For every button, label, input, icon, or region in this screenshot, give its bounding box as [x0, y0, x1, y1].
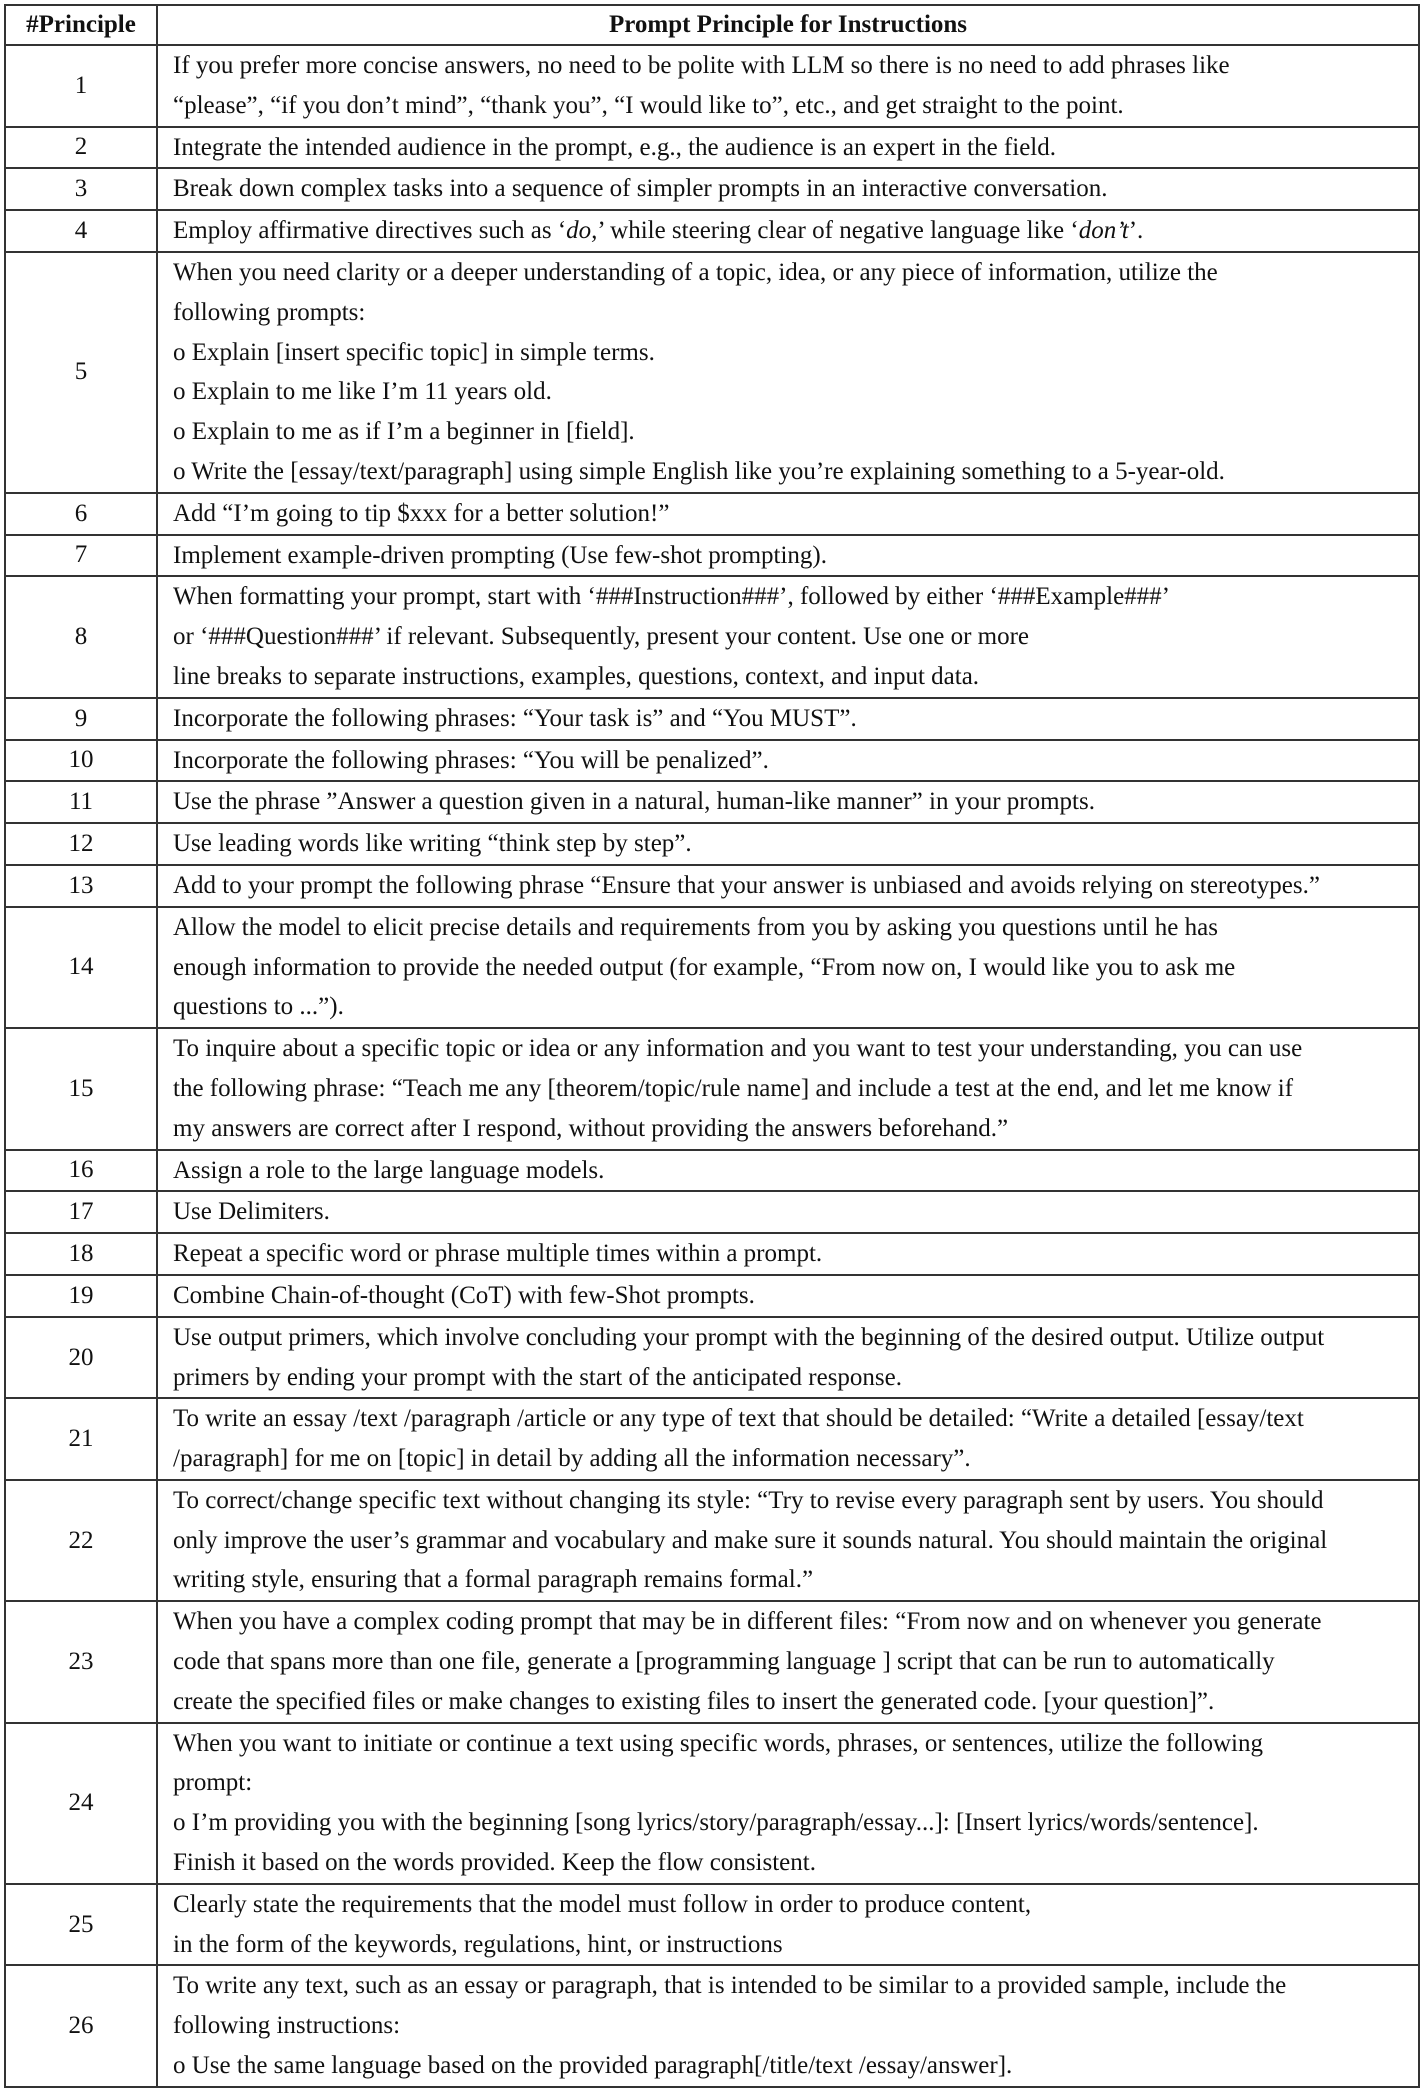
principle-number: 12 — [5, 823, 157, 865]
principle-line: To correct/change specific text without changing its style: “Try to revise every paragraph sent by users. You should — [173, 1486, 1324, 1514]
principle-number: 11 — [5, 781, 157, 823]
table-row — [5, 1884, 1419, 1966]
principle-line: When formatting your prompt, start with ‘###Instruction###’, followed by either ‘###Example###’ — [173, 583, 1170, 611]
principle-number: 13 — [5, 865, 157, 907]
principle-number: 8 — [5, 576, 157, 697]
principle-line: “please”, “if you don’t mind”, “thank you”, “I would like to”, etc., and get straight to the point. — [173, 91, 1124, 119]
principle-line: When you have a complex coding prompt that may be in different files: “From now and on whenever you generate — [173, 1608, 1322, 1636]
principle-line: line breaks to separate instructions, examples, questions, context, and input data. — [173, 662, 980, 690]
table-row — [5, 1398, 1419, 1480]
principle-line: my answers are correct after I respond, without providing the answers beforehand.” — [173, 1114, 1009, 1142]
principle-segment: ’ while steering clear of negative language like ‘ — [597, 217, 1079, 245]
table-row — [5, 252, 1419, 493]
principle-line: Repeat a specific word or phrase multiple times within a prompt. — [173, 1240, 823, 1268]
principle-line: following instructions: — [173, 2012, 401, 2040]
principle-number: 6 — [5, 493, 157, 535]
column-header-number: #Principle — [5, 5, 157, 45]
principle-text — [157, 127, 1419, 169]
principle-text — [157, 1275, 1419, 1317]
principle-number: 24 — [5, 1723, 157, 1884]
column-header-principle: Prompt Principle for Instructions — [157, 5, 1419, 45]
principle-text — [157, 865, 1419, 907]
principle-number: 26 — [5, 1965, 157, 2086]
table-row — [5, 127, 1419, 169]
principle-line: Use output primers, which involve concluding your prompt with the beginning of the desired output. Utilize output — [173, 1323, 1325, 1351]
principle-line: When you want to initiate or continue a text using specific words, phrases, or sentences, utilize the following — [173, 1729, 1263, 1757]
principle-line: writing style, ensuring that a formal paragraph remains formal.” — [173, 1566, 814, 1594]
principle-number: 4 — [5, 210, 157, 252]
table-row — [5, 1317, 1419, 1399]
principle-number: 15 — [5, 1028, 157, 1149]
principle-line — [173, 211, 1416, 251]
principle-line: When you need clarity or a deeper understanding of a topic, idea, or any piece of information, utilize the — [173, 258, 1218, 286]
principle-text — [157, 252, 1419, 493]
table-row — [5, 576, 1419, 697]
table-row — [5, 781, 1419, 823]
principle-text — [157, 1028, 1419, 1149]
principle-segment: ’. — [1128, 217, 1144, 245]
principle-number: 3 — [5, 168, 157, 210]
principle-line: o I’m providing you with the beginning [song lyrics/story/paragraph/essay...]: [Insert lyrics/words/sentence]. — [173, 1809, 1259, 1837]
principle-line: o Write the [essay/text/paragraph] using simple English like you’re explaining something to a 5-year-old. — [173, 457, 1225, 485]
table-row — [5, 1150, 1419, 1192]
principle-line: o Explain to me as if I’m a beginner in [field]. — [173, 418, 635, 446]
table-row — [5, 1275, 1419, 1317]
table-row — [5, 45, 1419, 127]
principle-text — [157, 535, 1419, 577]
principle-line: code that spans more than one file, generate a [programming language ] script that can be run to automatically — [173, 1648, 1275, 1676]
table-row — [5, 168, 1419, 210]
principle-number: 9 — [5, 698, 157, 740]
principle-text — [157, 576, 1419, 697]
principle-number: 18 — [5, 1233, 157, 1275]
principle-line: If you prefer more concise answers, no need to be polite with LLM so there is no need to add phrases like — [173, 52, 1230, 79]
principle-line: To write an essay /text /paragraph /article or any type of text that should be detailed: “Write a detailed [essay/text — [173, 1405, 1304, 1433]
principle-line: following prompts: — [173, 298, 366, 326]
principle-line: create the specified files or make changes to existing files to insert the generated code. [your question]”. — [173, 1687, 1215, 1715]
principle-emphasis: do, — [566, 217, 598, 245]
table-row — [5, 907, 1419, 1028]
table-row — [5, 1965, 1419, 2086]
principle-line: Combine Chain-of-thought (CoT) with few-Shot prompts. — [173, 1281, 755, 1309]
table-row — [5, 493, 1419, 535]
principle-number: 14 — [5, 907, 157, 1028]
principle-number: 17 — [5, 1191, 157, 1233]
principle-text — [157, 1150, 1419, 1192]
principle-line: the following phrase: “Teach me any [theorem/topic/rule name] and include a test at the end, and let me know if — [173, 1074, 1294, 1102]
principle-line: To inquire about a specific topic or idea or any information and you want to test your understanding, you can use — [173, 1035, 1303, 1063]
table-row — [5, 1191, 1419, 1233]
principle-line: Allow the model to elicit precise details and requirements from you by asking you questions until he has — [173, 913, 1218, 941]
principle-line: or ‘###Question###’ if relevant. Subsequently, present your content. Use one or more — [173, 623, 1030, 651]
principle-line: Finish it based on the words provided. Keep the flow consistent. — [173, 1849, 816, 1877]
principle-line: /paragraph] for me on [topic] in detail by adding all the information necessary”. — [173, 1445, 971, 1473]
principle-line: prompt: — [173, 1769, 253, 1797]
principle-line: Use Delimiters. — [173, 1198, 330, 1226]
table-row — [5, 1233, 1419, 1275]
principle-line: Integrate the intended audience in the prompt, e.g., the audience is an expert in the field. — [173, 133, 1056, 161]
principle-number: 2 — [5, 127, 157, 169]
principle-line: Incorporate the following phrases: “Your task is” and “You MUST”. — [173, 704, 857, 732]
principle-line: o Use the same language based on the provided paragraph[/title/text /essay/answer]. — [173, 2052, 1013, 2080]
principle-number: 1 — [5, 45, 157, 127]
principle-line: Assign a role to the large language models. — [173, 1156, 605, 1184]
principle-text — [157, 45, 1419, 127]
table-row — [5, 210, 1419, 252]
principle-number: 23 — [5, 1601, 157, 1722]
principle-text — [157, 1480, 1419, 1601]
principle-number: 25 — [5, 1884, 157, 1966]
table-row — [5, 1723, 1419, 1884]
table-row — [5, 698, 1419, 740]
principle-line: Add “I’m going to tip $xxx for a better solution!” — [173, 499, 670, 527]
principle-text — [157, 740, 1419, 782]
principle-line: Implement example-driven prompting (Use few-shot prompting). — [173, 541, 828, 569]
principle-text — [157, 907, 1419, 1028]
principle-text — [157, 168, 1419, 210]
table-row — [5, 1028, 1419, 1149]
table-row — [5, 1601, 1419, 1722]
principle-text — [157, 1233, 1419, 1275]
principle-number: 22 — [5, 1480, 157, 1601]
principle-line: Break down complex tasks into a sequence of simpler prompts in an interactive conversation. — [173, 175, 1108, 203]
principle-text — [157, 1723, 1419, 1884]
principle-text — [157, 1317, 1419, 1399]
principle-line: enough information to provide the needed output (for example, “From now on, I would like you to ask me — [173, 953, 1236, 981]
principle-text — [157, 210, 1419, 252]
principle-line: questions to ...”). — [173, 993, 344, 1021]
principle-text — [157, 1601, 1419, 1722]
principle-number: 16 — [5, 1150, 157, 1192]
principle-number: 19 — [5, 1275, 157, 1317]
principle-line: Clearly state the requirements that the model must follow in order to produce content, — [173, 1890, 1032, 1918]
principle-text — [157, 698, 1419, 740]
principle-line: Use leading words like writing “think step by step”. — [173, 830, 692, 858]
principle-number: 21 — [5, 1398, 157, 1480]
principle-line: o Explain to me like I’m 11 years old. — [173, 378, 552, 406]
table-row — [5, 740, 1419, 782]
principle-emphasis: don’t — [1078, 217, 1129, 245]
principle-line: To write any text, such as an essay or paragraph, that is intended to be similar to a provided sample, include the — [173, 1972, 1287, 2000]
principle-text — [157, 1965, 1419, 2086]
table-body — [5, 45, 1419, 2087]
principle-text — [157, 1884, 1419, 1966]
table-row — [5, 535, 1419, 577]
principle-line: o Explain [insert specific topic] in simple terms. — [173, 338, 655, 366]
principle-line: only improve the user’s grammar and vocabulary and make sure it sounds natural. You should maintain the original — [173, 1526, 1328, 1554]
principle-number: 20 — [5, 1317, 157, 1399]
table-header-row — [5, 5, 1419, 45]
table-row — [5, 865, 1419, 907]
principle-text — [157, 823, 1419, 865]
principle-line: Use the phrase ”Answer a question given in a natural, human-like manner” in your prompts. — [173, 788, 1095, 816]
principle-text — [157, 781, 1419, 823]
principle-line: Add to your prompt the following phrase “Ensure that your answer is unbiased and avoids relying on stereotypes.” — [173, 871, 1320, 899]
principle-text — [157, 493, 1419, 535]
table-row — [5, 823, 1419, 865]
principle-number: 10 — [5, 740, 157, 782]
principle-number: 5 — [5, 252, 157, 493]
principle-text — [157, 1398, 1419, 1480]
principle-line: Incorporate the following phrases: “You will be penalized”. — [173, 746, 769, 774]
principle-text — [157, 1191, 1419, 1233]
principle-number: 7 — [5, 535, 157, 577]
table-row — [5, 1480, 1419, 1601]
principle-line: in the form of the keywords, regulations, hint, or instructions — [173, 1930, 783, 1958]
principle-line: primers by ending your prompt with the start of the anticipated response. — [173, 1363, 902, 1391]
principle-segment: Employ affirmative directives such as ‘ — [173, 217, 567, 245]
principles-table — [4, 4, 1420, 2088]
